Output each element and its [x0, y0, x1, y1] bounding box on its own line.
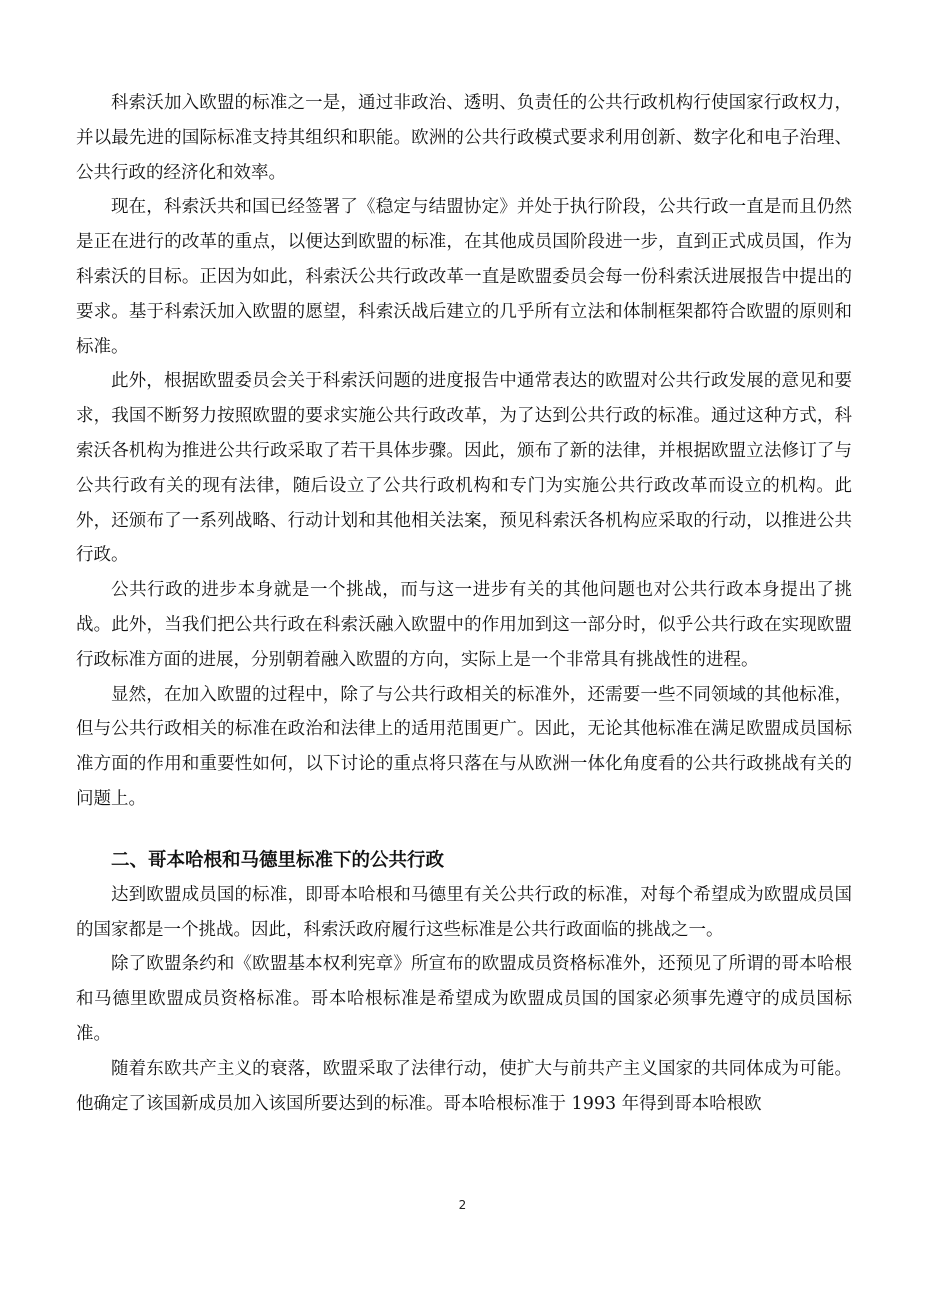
body-paragraph: 公共行政的进步本身就是一个挑战，而与这一进步有关的其他问题也对公共行政本身提出了挑战。此外，当我们把公共行政在科索沃融入欧盟中的作用加到这一部分时，似乎公共行政在实现欧盟行政标准方面的进展，分别朝着融入欧盟的方向，实际上是一个非常具有挑战性的进程。 [76, 580, 852, 670]
body-paragraph: 科索沃加入欧盟的标准之一是，通过非政治、透明、负责任的公共行政机构行使国家行政权力，并以最先进的国际标准支持其组织和职能。欧洲的公共行政模式要求利用创新、数字化和电子治理、公共行政的经济化和效率。 [76, 93, 852, 183]
page-body [76, 86, 852, 1121]
page-number: 2 [458, 1198, 467, 1212]
body-paragraph: 随着东欧共产主义的衰落，欧盟采取了法律行动，使扩大与前共产主义国家的共同体成为可能。他确定了该国新成员加入该国所要达到的标准。哥本哈根标准于 1993 年得到哥本哈根欧 [76, 1058, 852, 1114]
body-paragraph: 此外，根据欧盟委员会关于科索沃问题的进度报告中通常表达的欧盟对公共行政发展的意见和要求，我国不断努力按照欧盟的要求实施公共行政改革，为了达到公共行政的标准。通过这种方式，科索沃各机构为推进公共行政采取了若干具体步骤。因此，颁布了新的法律，并根据欧盟立法修订了与公共行政有关的现有法律，随后设立了公共行政机构和专门为实施公共行政改革而设立的机构。此外，还颁布了一系列战略、行动计划和其他相关法案，预见科索沃各机构应采取的行动，以推进公共行政。 [76, 371, 852, 566]
body-paragraph: 显然，在加入欧盟的过程中，除了与公共行政相关的标准外，还需要一些不同领域的其他标准，但与公共行政相关的标准在政治和法律上的适用范围更广。因此，无论其他标准在满足欧盟成员国标准方面的作用和重要性如何，以下讨论的重点将只落在与从欧洲一体化角度看的公共行政挑战有关的问题上。 [76, 684, 852, 809]
section-heading: 二、哥本哈根和马德里标准下的公共行政 [111, 849, 445, 871]
body-paragraph: 除了欧盟条约和《欧盟基本权利宪章》所宣布的欧盟成员资格标准外，还预见了所谓的哥本哈根和马德里欧盟成员资格标准。哥本哈根标准是希望成为欧盟成员国的国家必须事先遵守的成员国标准。 [76, 954, 852, 1044]
body-paragraph: 现在，科索沃共和国已经签署了《稳定与结盟协定》并处于执行阶段，公共行政一直是而且仍然是正在进行的改革的重点，以便达到欧盟的标准，在其他成员国阶段进一步，直到正式成员国，作为科索沃的目标。正因为如此，科索沃公共行政改革一直是欧盟委员会每一份科索沃进展报告中提出的要求。基于科索沃加入欧盟的愿望，科索沃战后建立的几乎所有立法和体制框架都符合欧盟的原则和标准。 [76, 197, 852, 357]
body-paragraph: 达到欧盟成员国的标准，即哥本哈根和马德里有关公共行政的标准，对每个希望成为欧盟成员国的国家都是一个挑战。因此，科索沃政府履行这些标准是公共行政面临的挑战之一。 [76, 884, 852, 940]
